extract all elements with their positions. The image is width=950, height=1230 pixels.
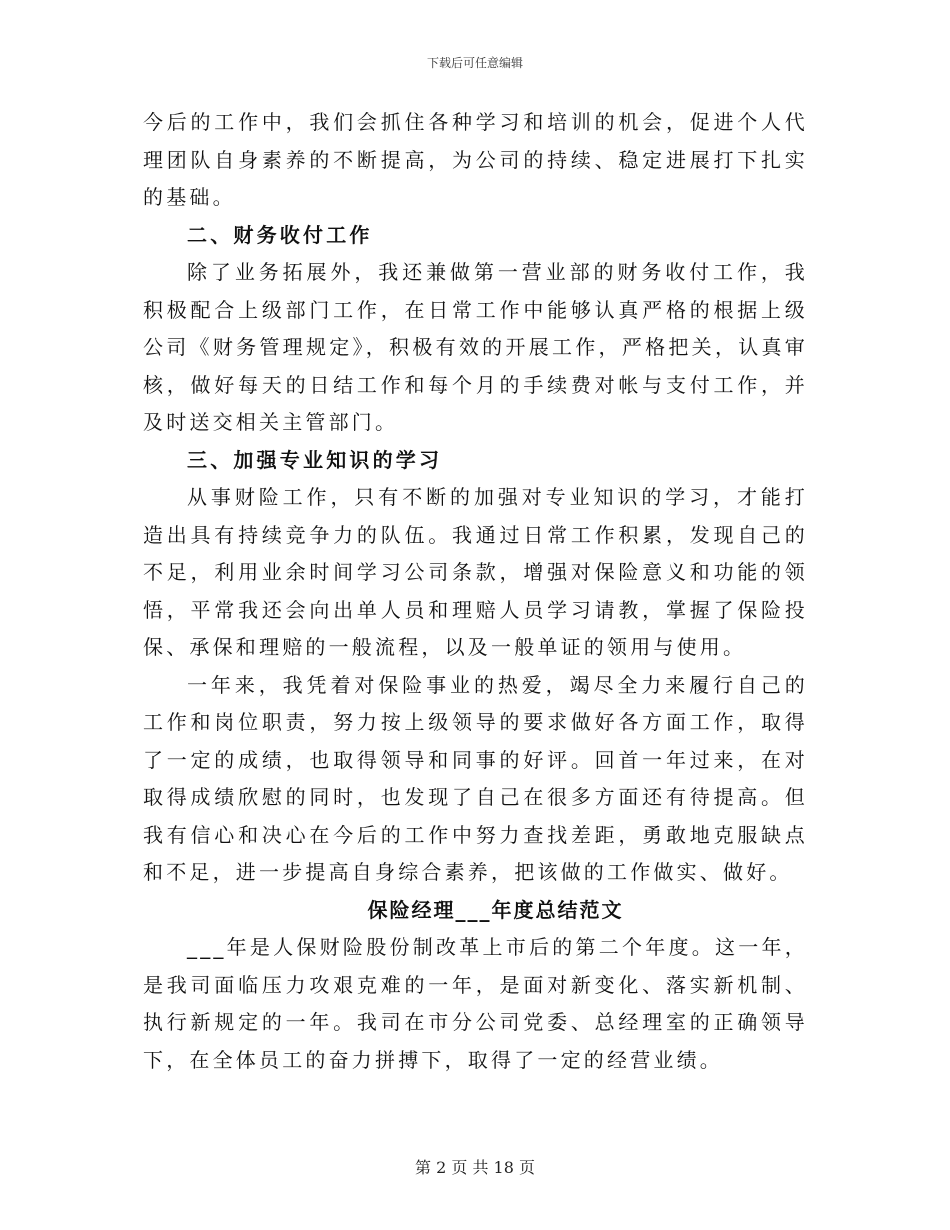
paragraph-study: 从事财险工作，只有不断的加强对专业知识的学习，才能打造出具有持续竞争力的队伍。我通过日常工作积累，发现自己的不足，利用业余时间学习公司条款，增强对保险意义和功能的领悟，平常我还会向出单人员和理赔人员学习请教，掌握了保险投保、承保和理赔的一般流程，以及一般单证的领用与使用。 bbox=[143, 485, 808, 659]
document-body bbox=[143, 104, 808, 1079]
page-number: 第 2 页 共 18 页 bbox=[415, 1158, 535, 1177]
paragraph-continuation: 今后的工作中，我们会抓住各种学习和培训的机会，促进个人代理团队自身素养的不断提高，为公司的持续、稳定进展打下扎实的基础。 bbox=[143, 110, 808, 209]
document-title: 保险经理___年度总结范文 bbox=[367, 897, 624, 922]
paragraph-finance: 除了业务拓展外，我还兼做第一营业部的财务收付工作，我积极配合上级部门工作，在日常工作中能够认真严格的根据上级公司《财务管理规定》，积极有效的开展工作，严格把关，认真审核，做好每天的日结工作和每个月的手续费对帐与支付工作，并及时送交相关主管部门。 bbox=[143, 260, 808, 434]
header-note: 下载后可任意编辑 bbox=[426, 56, 523, 70]
section-heading-finance: 二、财务收付工作 bbox=[187, 222, 373, 247]
paragraph-summary: 一年来，我凭着对保险事业的热爱，竭尽全力来履行自己的工作和岗位职责，努力按上级领导的要求做好各方面工作，取得了一定的成绩，也取得领导和同事的好评。回首一年过来，在对取得成绩欣慰的同时，也发现了自己在很多方面还有待提高。但我有信心和决心在今后的工作中努力查找差距，勇敢地克服缺点和不足，进一步提高自身综合素养，把该做的工作做实、做好。 bbox=[143, 672, 808, 884]
section-heading-study: 三、加强专业知识的学习 bbox=[187, 447, 443, 472]
paragraph-intro: ___年是人保财险股份制改革上市后的第二个年度。这一年，是我司面临压力攻艰克难的一年，是面对新变化、落实新机制、执行新规定的一年。我司在市分公司党委、总经理室的正确领导下，在全体员工的奋力拼搏下，取得了一定的经营业绩。 bbox=[143, 935, 808, 1072]
